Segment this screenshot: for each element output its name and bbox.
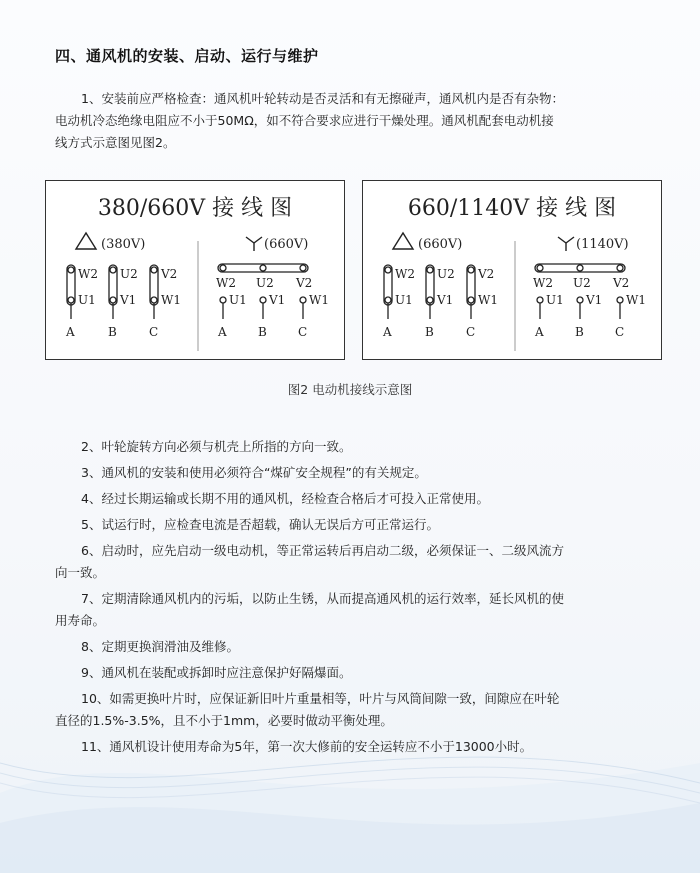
terminal-label: V1 — [120, 293, 137, 307]
phase-label: C — [298, 325, 308, 339]
terminal-label: V2 — [478, 267, 495, 281]
item-1-line: 线方式示意图见图2。 — [55, 135, 176, 150]
terminal-label: W1 — [478, 293, 498, 307]
terminal-label: W2 — [78, 267, 98, 281]
terminal-label: W2 — [395, 267, 415, 281]
terminal-label: U2 — [120, 267, 138, 281]
terminal — [68, 267, 74, 273]
list-item: 2、叶轮旋转方向必须与机壳上所指的方向一致。 — [81, 439, 352, 454]
phase-label: B — [108, 325, 117, 339]
delta-voltage-label: (660V) — [418, 237, 463, 252]
phase-label: C — [149, 325, 159, 339]
phase-label: A — [383, 325, 392, 339]
terminal-label: V1 — [586, 293, 603, 307]
wiring-diagram-1 — [45, 180, 345, 360]
section-heading: 四、通风机的安装、启动、运行与维护 — [55, 47, 319, 65]
items-list — [55, 436, 665, 758]
item-1-paragraph — [55, 88, 665, 154]
list-item: 8、定期更换润滑油及维修。 — [81, 639, 239, 654]
terminal — [68, 297, 74, 303]
phase-label: A — [535, 325, 544, 339]
terminal-label: W2 — [533, 276, 553, 290]
star-voltage-label: (1140V) — [576, 237, 629, 252]
delta-symbol-icon — [76, 233, 96, 249]
terminal — [151, 297, 157, 303]
phase-label: C — [615, 325, 625, 339]
list-item: 5、试运行时，应检查电流是否超载，确认无误后方可正常运行。 — [81, 517, 439, 532]
list-item: 10、如需更换叶片时，应保证新旧叶片重量相等，叶片与风筒间隙一致，间隙应在叶轮 — [81, 691, 560, 706]
list-item: 9、通风机在装配或拆卸时应注意保护好隔爆面。 — [81, 665, 352, 680]
terminal-label: W1 — [626, 293, 646, 307]
terminal-label: V2 — [161, 267, 178, 281]
list-item: 6、启动时，应先启动一级电动机，等正常运转后再启动二级，必须保证一、二级风流方 — [81, 543, 564, 558]
phase-label: A — [218, 325, 227, 339]
star-symbol-icon — [246, 237, 262, 251]
terminal-label: V2 — [613, 276, 630, 290]
list-item: 7、定期清除通风机内的污垢，以防止生锈，从而提高通风机的运行效率，延长风机的使 — [81, 591, 564, 606]
phase-label: B — [575, 325, 584, 339]
phase-label: A — [66, 325, 75, 339]
list-item-continuation: 直径的1.5%-3.5%，且不小于1mm，必要时做动平衡处理。 — [55, 713, 393, 728]
phase-label: C — [466, 325, 476, 339]
star-voltage-label: (660V) — [264, 237, 309, 252]
terminal-label: U2 — [437, 267, 455, 281]
figure-caption: 图2 电动机接线示意图 — [287, 382, 413, 397]
terminal — [151, 267, 157, 273]
terminal-label: U2 — [573, 276, 591, 290]
terminal-label: U2 — [256, 276, 274, 290]
phase-label: B — [425, 325, 434, 339]
terminal-label: U1 — [78, 293, 96, 307]
diagram-1-schematic — [46, 181, 346, 361]
list-item-continuation: 用寿命。 — [55, 613, 106, 628]
wiring-diagram-2 — [362, 180, 662, 360]
terminal-label: V1 — [437, 293, 454, 307]
terminal — [110, 267, 116, 273]
diagram-2-schematic — [363, 181, 663, 361]
list-item: 3、通风机的安装和使用必须符合“煤矿安全规程”的有关规定。 — [81, 465, 427, 480]
terminal-label: U1 — [546, 293, 564, 307]
item-1-line: 1、安装前应严格检查：通风机叶轮转动是否灵活和有无擦碰声，通风机内是否有杂物： — [81, 91, 564, 106]
delta-voltage-label: (380V) — [101, 237, 146, 252]
list-item-continuation: 向一致。 — [55, 565, 106, 580]
terminal-label: U1 — [229, 293, 247, 307]
diagram-1-title: 380/660V 接 线 图 — [97, 196, 293, 221]
phase-label: B — [258, 325, 267, 339]
list-item: 4、经过长期运输或长期不用的通风机，经检查合格后才可投入正常使用。 — [81, 491, 489, 506]
terminal-label: W1 — [161, 293, 181, 307]
terminal-label: V1 — [269, 293, 286, 307]
terminal-label: V2 — [296, 276, 313, 290]
diagram-2-title: 660/1140V 接 线 图 — [407, 196, 617, 221]
terminal — [110, 297, 116, 303]
terminal-label: W2 — [216, 276, 236, 290]
terminal-label: U1 — [395, 293, 413, 307]
delta-symbol-icon — [393, 233, 413, 249]
item-1-line: 电动机冷态绝缘电阻应不小于50MΩ，如不符合要求应进行干燥处理。通风机配套电动机接 — [55, 113, 554, 128]
terminal-label: W1 — [309, 293, 329, 307]
list-item: 11、通风机设计使用寿命为5年，第一次大修前的安全运转应不小于13000小时。 — [81, 739, 533, 754]
star-symbol-icon — [558, 237, 574, 251]
